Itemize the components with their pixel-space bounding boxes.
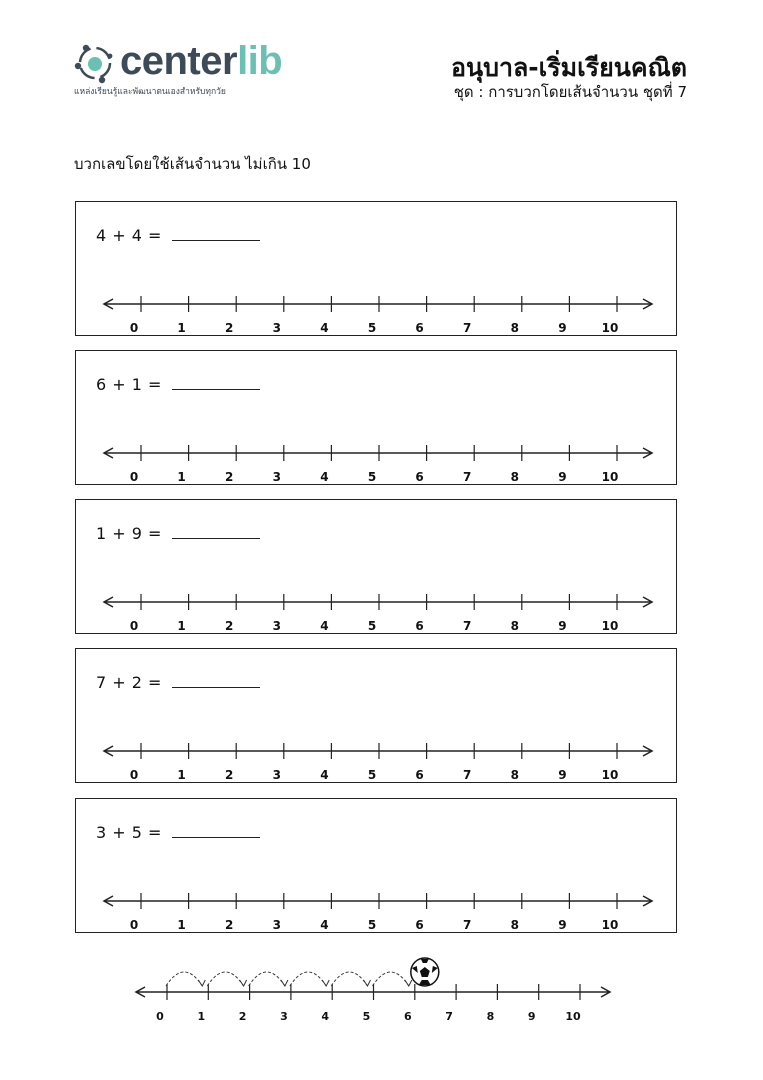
tick-label: 10 <box>565 1010 581 1023</box>
tick-label: 10 <box>601 619 619 633</box>
hop-arrowhead-icon <box>240 980 247 986</box>
hop-arrowhead-icon <box>281 980 288 986</box>
tick-label: 3 <box>280 1010 288 1023</box>
tick-label: 0 <box>129 768 139 782</box>
tick-label: 2 <box>225 619 234 633</box>
tick-label: 3 <box>272 619 281 633</box>
tick-label: 8 <box>510 470 519 484</box>
soccer-ball-icon <box>411 958 439 986</box>
problem-box <box>75 350 677 485</box>
hop-arrowhead-icon <box>322 980 329 986</box>
instruction-text: บวกเลขโดยใช้เส้นจำนวน ไม่เกิน 10 <box>74 155 311 173</box>
equation-text: 7 + 2 = <box>96 673 162 692</box>
tick-label: 5 <box>367 470 377 484</box>
tick-label: 5 <box>367 321 377 335</box>
tick-label: 1 <box>177 321 186 335</box>
worksheet-title: อนุบาล-เริ่มเรียนคณิต <box>450 53 687 82</box>
tick-label: 3 <box>272 470 281 484</box>
logo-mark-icon <box>72 40 118 86</box>
tick-label: 6 <box>415 470 424 484</box>
tick-label: 7 <box>445 1010 453 1023</box>
tick-label: 3 <box>272 321 281 335</box>
problem-box <box>75 499 677 634</box>
tick-label: 0 <box>129 321 139 335</box>
tick-label: 9 <box>558 619 567 633</box>
tick-label: 8 <box>486 1010 495 1023</box>
hop-arc <box>249 972 285 986</box>
tick-label: 1 <box>177 918 186 932</box>
number-line <box>76 202 676 335</box>
tick-label: 10 <box>601 918 619 932</box>
problem-box <box>75 648 677 783</box>
equation-text: 6 + 1 = <box>96 375 162 394</box>
tick-label: 0 <box>129 918 139 932</box>
tick-label: 1 <box>197 1010 206 1023</box>
tick-label: 6 <box>415 768 424 782</box>
number-line <box>76 799 676 932</box>
centerlib-logo <box>72 36 332 102</box>
tick-label: 2 <box>225 768 234 782</box>
tick-label: 4 <box>320 768 329 782</box>
hop-arrowhead-icon <box>405 980 412 986</box>
tick-label: 9 <box>558 768 567 782</box>
tick-label: 6 <box>415 321 424 335</box>
tick-label: 0 <box>129 619 139 633</box>
number-line <box>76 500 676 633</box>
tick-label: 5 <box>367 619 377 633</box>
hop-arrowhead-icon <box>364 980 371 986</box>
tick-label: 7 <box>463 768 472 782</box>
tick-label: 7 <box>463 918 472 932</box>
tick-label: 6 <box>403 1010 412 1023</box>
tick-label: 2 <box>238 1010 247 1023</box>
tick-label: 10 <box>601 768 619 782</box>
hop-arc <box>207 972 243 986</box>
example-number-line <box>130 955 620 1027</box>
tick-label: 7 <box>463 619 472 633</box>
tick-label: 6 <box>415 619 424 633</box>
number-line <box>76 351 676 484</box>
tick-label: 10 <box>601 470 619 484</box>
hop-arc <box>290 972 326 986</box>
logo-word-light: lib <box>237 39 283 83</box>
tick-label: 5 <box>367 918 377 932</box>
tick-label: 7 <box>463 470 472 484</box>
tick-label: 9 <box>558 470 567 484</box>
tick-label: 2 <box>225 918 234 932</box>
equation-text: 3 + 5 = <box>96 823 162 842</box>
tick-label: 4 <box>320 321 329 335</box>
tick-label: 7 <box>463 321 472 335</box>
tick-label: 1 <box>177 470 186 484</box>
tick-label: 8 <box>510 321 519 335</box>
problem-box <box>75 798 677 933</box>
tick-label: 0 <box>129 470 139 484</box>
tick-label: 10 <box>601 321 619 335</box>
number-line <box>76 649 676 782</box>
equation-text: 4 + 4 = <box>96 226 162 245</box>
tick-label: 0 <box>156 1010 164 1023</box>
tick-label: 8 <box>510 619 519 633</box>
hop-arrowhead-icon <box>198 980 205 986</box>
tick-label: 6 <box>415 918 424 932</box>
logo-wordmark <box>120 38 282 84</box>
hop-arc <box>373 972 409 986</box>
logo-word-dark: center <box>120 39 238 83</box>
tick-label: 1 <box>177 619 186 633</box>
tick-label: 4 <box>321 1010 330 1023</box>
worksheet-subtitle: ชุด : การบวกโดยเส้นจำนวน ชุดที่ 7 <box>453 83 687 101</box>
tick-label: 8 <box>510 768 519 782</box>
tick-label: 2 <box>225 470 234 484</box>
tick-label: 2 <box>225 321 234 335</box>
tick-label: 8 <box>510 918 519 932</box>
tick-label: 4 <box>320 470 329 484</box>
tick-label: 9 <box>527 1010 536 1023</box>
tick-label: 9 <box>558 321 567 335</box>
tick-label: 3 <box>272 768 281 782</box>
logo-tagline: แหล่งเรียนรู้และพัฒนาตนเองสำหรับทุกวัย <box>74 87 226 97</box>
tick-label: 1 <box>177 768 186 782</box>
equation-text: 1 + 9 = <box>96 524 162 543</box>
tick-label: 4 <box>320 918 329 932</box>
hop-arc <box>166 972 202 986</box>
tick-label: 5 <box>362 1010 371 1023</box>
tick-label: 5 <box>367 768 377 782</box>
tick-label: 3 <box>272 918 281 932</box>
tick-label: 4 <box>320 619 329 633</box>
hop-arc <box>331 972 367 986</box>
tick-label: 9 <box>558 918 567 932</box>
problem-box <box>75 201 677 336</box>
